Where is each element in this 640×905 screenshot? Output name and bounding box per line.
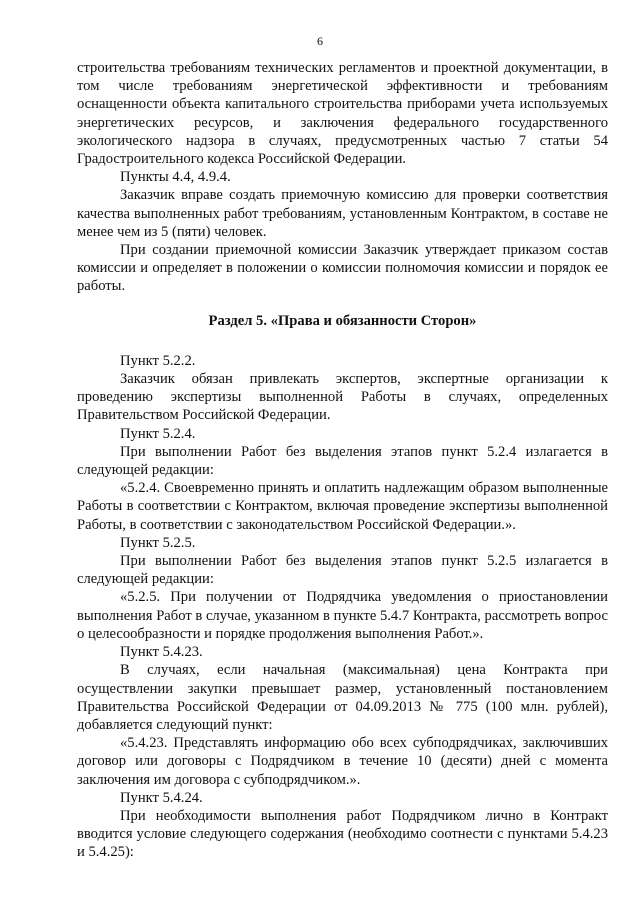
- paragraph-item-5-2-5-label: Пункт 5.2.5.: [120, 534, 196, 551]
- paragraph-item-5-2-4-label: Пункт 5.2.4.: [120, 425, 196, 442]
- paragraph-continued-text: строительства требованиям технических регламентов и проектной документации, в том числе требованиям энергетической эффективности и требованиям оснащенности объекта капитального строительства приборами учета используемых энергетических ресурсов, и заключения федерального государственного экологического надзора в случаях, предусмотренных частью 7 статьи 54 Градостроительного кодекса Российской Федерации.: [77, 60, 608, 168]
- paragraph-item-5-4-24-label: Пункт 5.4.24.: [120, 789, 203, 806]
- paragraph-item-5-2-5-intro: При выполнении Работ без выделения этапов пункт 5.2.5 излагается в следующей редакции:: [77, 553, 608, 588]
- paragraph-item-5-4-23-intro: В случаях, если начальная (максимальная) цена Контракта при осуществлении закупки превышает размер, установленный постановлением Правительства Российской Федерации от 04.09.2013 № 775 (100 млн. рублей), добавляется следующий пункт:: [77, 662, 608, 733]
- paragraph-item-5-4-23-text: «5.4.23. Представлять информацию обо всех субподрядчиках, заключивших договор или договоры с Подрядчиком в течение 10 (десяти) дней с момента заключения им договора с субподрядчиком.».: [77, 735, 608, 788]
- page-number: 6: [317, 34, 323, 48]
- paragraph-commission-order: При создании приемочной комиссии Заказчик утверждает приказом состав комиссии и определяет в положении о комиссии полномочия комиссии и порядок ее работы.: [77, 242, 608, 295]
- section-heading: Раздел 5. «Права и обязанности Сторон»: [208, 312, 477, 329]
- paragraph-acceptance-commission: Заказчик вправе создать приемочную комиссию для проверки соответствия качества выполненных работ требованиям, установленным Контрактом, в составе не менее чем из 5 (пяти) человек.: [77, 187, 608, 240]
- document-body: [77, 59, 608, 862]
- paragraph-items-4-4-4-9-4: Пункты 4.4, 4.9.4.: [120, 169, 231, 186]
- paragraph-item-5-2-2-label: Пункт 5.2.2.: [120, 352, 196, 369]
- paragraph-item-5-2-4-text: «5.2.4. Своевременно принять и оплатить надлежащим образом выполненные Работы в соответствии с Контрактом, включая проведение экспертизы выполненной Работы, в соответствии с законодательством Российской Федерации.».: [77, 480, 608, 533]
- paragraph-item-5-2-5-text: «5.2.5. При получении от Подрядчика уведомления о приостановлении выполнения Работ в случае, указанном в пункте 5.4.7 Контракта, рассмотреть вопрос о целесообразности и порядке продолжения выполнения Работ.».: [77, 589, 608, 642]
- paragraph-item-5-2-2-text: Заказчик обязан привлекать экспертов, экспертные организации к проведению экспертизы выполненной Работы в случаях, определенных Правительством Российской Федерации.: [77, 371, 608, 424]
- paragraph-item-5-4-23-label: Пункт 5.4.23.: [120, 644, 203, 661]
- paragraph-item-5-4-24-text: При необходимости выполнения работ Подрядчиком лично в Контракт вводится условие следующего содержания (необходимо соотнести с пунктами 5.4.23 и 5.4.25):: [77, 807, 608, 861]
- paragraph-item-5-2-4-intro: При выполнении Работ без выделения этапов пункт 5.2.4 излагается в следующей редакции:: [77, 443, 608, 479]
